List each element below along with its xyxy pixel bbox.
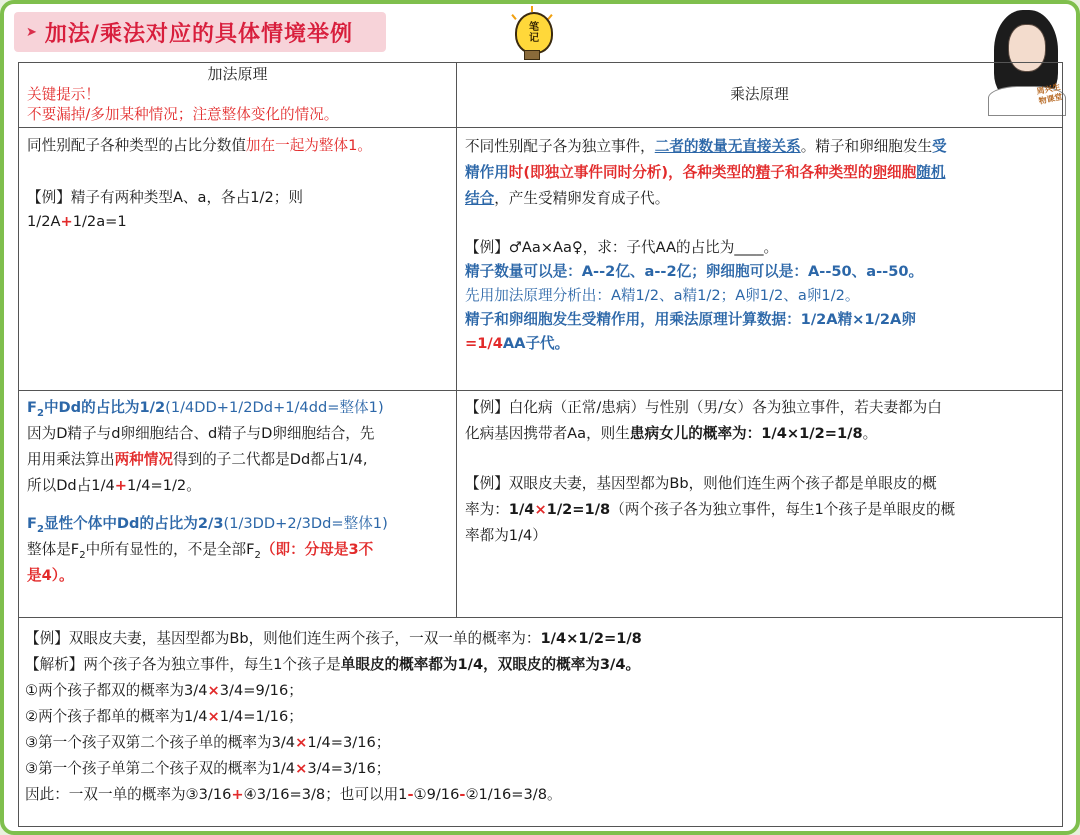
sperm-example-line: 【例】精子有两种类型A、a，各占1/2；则 bbox=[27, 189, 303, 206]
gamete-count-line: 精子数量可以是：A--2亿、a--2亿；卵细胞可以是：A--50、a--50。 bbox=[465, 263, 924, 280]
multiplication-basic-cell bbox=[457, 128, 1063, 391]
lightbulb-note-icon bbox=[509, 6, 555, 62]
conclusion-line: 因此：一双一单的概率为③3/16+④3/16=3/8；也可以用1-①9/16-②1/16=3/8。 bbox=[25, 786, 562, 803]
result-line: =1/4AA子代。 bbox=[465, 335, 570, 352]
eyelid-line-1: 【例】双眼皮夫妻，基因型都为Bb，则他们连生两个孩子都是单眼皮的概 bbox=[465, 475, 937, 492]
signature-stamp: 周兴生物课堂 bbox=[1035, 82, 1064, 106]
case-4-line: ③第一个孩子单第二个孩子双的概率为1/4×3/4=3/16； bbox=[25, 760, 391, 777]
dd-ratio-heading: $F_2$中Dd的占比为1/2(1/4DD+1/2Dd+1/4dd=整体1) bbox=[27, 399, 384, 419]
title-banner bbox=[14, 12, 386, 52]
independence-line-2: 精作用时(即独立事件同时分析)，各种类型的精子和各种类型的卵细胞随机 bbox=[465, 164, 946, 181]
independence-line-3: 结合，产生受精卵发育成子代。 bbox=[465, 190, 670, 207]
multiplication-header-title: 乘法原理 bbox=[730, 86, 789, 103]
fertilization-line: 精子和卵细胞发生受精作用，用乘法原理计算数据：1/2A精×1/2A卵 bbox=[465, 311, 916, 328]
dominant-dd-heading: $F_2$显性个体中Dd的占比为2/3(1/3DD+2/3Dd=整体1) bbox=[27, 515, 388, 535]
cross-example-line: 【例】♂Aa×Aa♀，求：子代AA的占比为____。 bbox=[465, 239, 779, 256]
dd-reason-line-1: 因为D精子与d卵细胞结合、d精子与D卵细胞结合，先 bbox=[27, 425, 375, 442]
key-hint-text: 不要漏掉/多加某种情况；注意整体变化的情况。 bbox=[27, 106, 339, 123]
combined-example-cell bbox=[19, 618, 1063, 827]
dd-reason-line-3: 所以Dd占1/4+1/4=1/2。 bbox=[27, 477, 201, 494]
title-arrow-icon: ➤ bbox=[26, 24, 37, 40]
addition-header-cell bbox=[19, 63, 457, 128]
principles-table bbox=[18, 62, 1063, 827]
addition-header-title: 加法原理 bbox=[207, 65, 268, 83]
addition-analysis-line: 先用加法原理分析出：A精1/2、a精1/2；A卵1/2、a卵1/2。 bbox=[465, 287, 860, 304]
albinism-line-2: 化病基因携带者Aa，则生患病女儿的概率为：1/4×1/2=1/8。 bbox=[465, 425, 878, 442]
dominant-whole-line-2: 是4）。 bbox=[27, 567, 74, 584]
page-title: 加法/乘法对应的具体情境举例 bbox=[44, 21, 353, 47]
independent-events-cell bbox=[457, 391, 1063, 618]
case-2-line: ②两个孩子都单的概率为1/4×1/4=1/16； bbox=[25, 708, 303, 725]
multiplication-header-cell bbox=[457, 63, 1063, 128]
bulb-label: 笔记 bbox=[529, 22, 539, 44]
eyelid-line-2: 率为：1/4×1/2=1/8（两个孩子各为独立事件，每生1个孩子是单眼皮的概 bbox=[465, 501, 956, 518]
addition-rule-line: 同性别配子各种类型的占比分数值加在一起为整体1。 bbox=[27, 137, 372, 154]
addition-basic-cell bbox=[19, 128, 457, 391]
combined-question-line: 【例】双眼皮夫妻，基因型都为Bb，则他们连生两个孩子，一双一单的概率为：1/4×1/2=1/8 bbox=[25, 630, 642, 647]
analysis-line: 【解析】两个孩子各为独立事件，每生1个孩子是单眼皮的概率都为1/4，双眼皮的概率为3/4。 bbox=[25, 656, 641, 673]
case-1-line: ①两个孩子都双的概率为3/4×3/4=9/16； bbox=[25, 682, 303, 699]
dd-ratio-cell bbox=[19, 391, 457, 618]
case-3-line: ③第一个孩子双第二个孩子单的概率为3/4×1/4=3/16； bbox=[25, 734, 391, 751]
dd-reason-line-2: 用用乘法算出两种情况得到的子二代都是Dd都占1/4, bbox=[27, 451, 368, 468]
dominant-whole-line-1: 整体是$F_2$中所有显性的，不是全部$F_2$（即：分母是3不 bbox=[27, 541, 374, 561]
sperm-sum-line: 1/2A+1/2a=1 bbox=[27, 213, 127, 230]
albinism-line-1: 【例】白化病（正常/患病）与性别（男/女）各为独立事件，若夫妻都为白 bbox=[465, 399, 942, 416]
key-hint-label: 关键提示！ bbox=[27, 86, 100, 103]
independence-line-1: 不同性别配子各为独立事件，二者的数量无直接关系。精子和卵细胞发生受 bbox=[465, 138, 947, 155]
eyelid-line-3: 率都为1/4） bbox=[465, 527, 547, 544]
